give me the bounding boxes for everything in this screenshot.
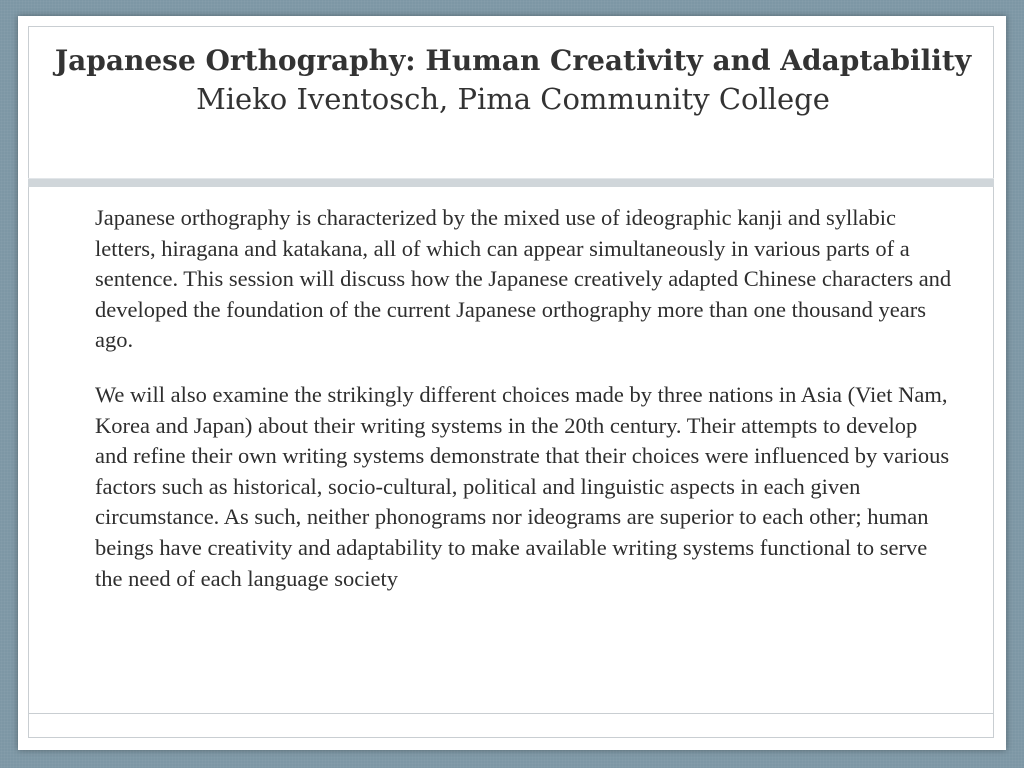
title-area: [48, 42, 978, 119]
body-text: [95, 203, 955, 618]
slide: [18, 16, 1006, 750]
paragraph-1: Japanese orthography is characterized by the mixed use of ideographic kanji and syllabic letters, hiragana and katakana, all of which can appear simultaneously in various parts of a sentence. This session will discuss how the Japanese creatively adapted Chinese characters and developed the foundation of the current Japanese orthography more than one thousand years ago.: [95, 205, 952, 353]
footer-divider: [28, 713, 994, 714]
title-divider: [28, 178, 994, 187]
paragraph-2: We will also examine the strikingly different choices made by three nations in Asia (Viet Nam, Korea and Japan) about their writing systems in the 20th century. Their attempts to develop and refine their own writing systems demonstrate that their choices were influenced by various factors such as historical, socio-cultural, political and linguistic aspects in each given circumstance. As such, neither phonograms nor ideograms are superior to each other; human beings have creativity and adaptability to make available writing systems functional to serve the need of each language society: [95, 381, 950, 591]
slide-title: Japanese Orthography: Human Creativity and Adaptability: [54, 44, 972, 77]
slide-subtitle: Mieko Iventosch, Pima Community College: [196, 82, 830, 116]
